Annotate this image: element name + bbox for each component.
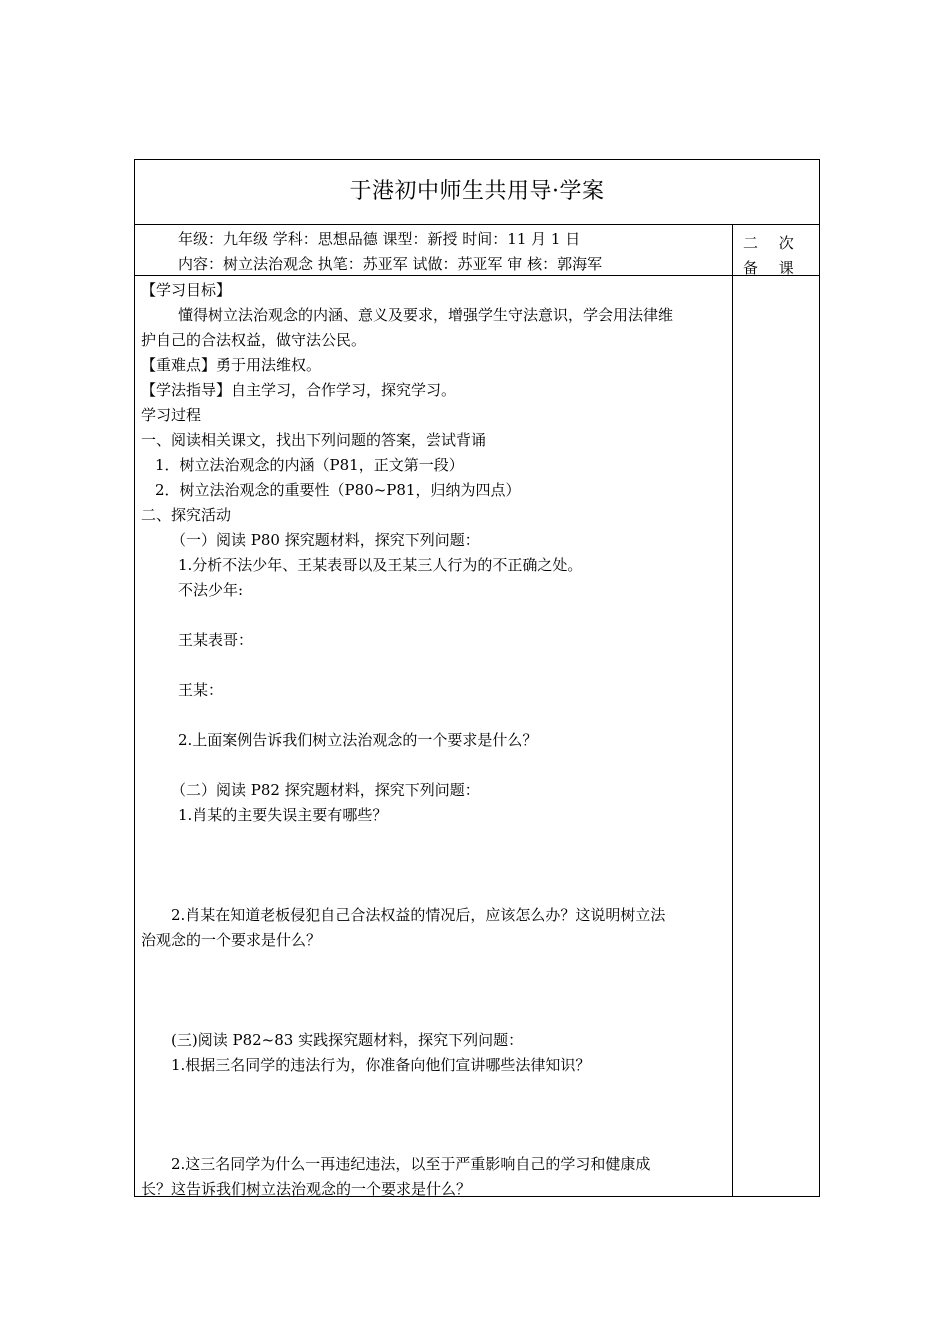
goal-text-1: 懂得树立法治观念的内涵、意义及要求，增强学生守法意识，学会用法律维 (178, 306, 674, 324)
section2-title: （二）阅读 P82 探究题材料，探究下列问题： (171, 781, 480, 799)
header-info-line-1: 年级：九年级 学科：思想品德 课型：新授 时间：11 月 1 日 (178, 230, 581, 248)
section2-question-2-line-1: 2.肖某在知道老板侵犯自己合法权益的情况后，应该怎么办？这说明树立法 (171, 906, 666, 924)
header-divider (135, 275, 819, 276)
section1-answer-label-3: 王某： (178, 681, 224, 699)
part2-heading: 二、探究活动 (141, 506, 232, 524)
section1-title: （一）阅读 P80 探究题材料，探究下列问题： (171, 531, 480, 549)
section1-question-1: 1.分析不法少年、王某表哥以及王某三人行为的不正确之处。 (178, 556, 583, 574)
section3-question-2-line-1: 2.这三名同学为什么一再违纪违法，以至于严重影响自己的学习和健康成 (171, 1155, 651, 1173)
section2-question-2-line-2: 治观念的一个要求是什么？ (141, 931, 322, 949)
process-heading: 学习过程 (141, 406, 202, 424)
key-point: 【重难点】勇于用法维权。 (141, 356, 322, 374)
part1-heading: 一、阅读相关课文，找出下列问题的答案，尝试背诵 (141, 431, 487, 449)
worksheet-table (134, 159, 820, 1197)
section1-answer-label-1: 不法少年: (178, 581, 244, 599)
section3-question-2-line-2: 长？这告诉我们树立法治观念的一个要求是什么？ (141, 1180, 472, 1198)
side-label-line-2: 备 课 (743, 259, 802, 277)
study-method: 【学法指导】自主学习，合作学习，探究学习。 (141, 381, 457, 399)
section3-title: (三)阅读 P82~83 实践探究题材料，探究下列问题： (171, 1031, 524, 1049)
side-column-divider (732, 224, 733, 1196)
side-label-line-1: 二 次 (743, 234, 802, 252)
part1-question-1: 1．树立法治观念的内涵（P81，正文第一段） (155, 456, 464, 474)
header-info-line-2: 内容：树立法治观念 执笔：苏亚军 试做：苏亚军 审 核：郭海军 (178, 255, 603, 273)
section2-question-1: 1.肖某的主要失误主要有哪些？ (178, 806, 388, 824)
goal-heading: 【学习目标】 (141, 281, 232, 299)
goal-text-2: 护自己的合法权益，做守法公民。 (141, 331, 367, 349)
section3-question-1: 1.根据三名同学的违法行为，你准备向他们宣讲哪些法律知识？ (171, 1056, 591, 1074)
title-divider (135, 224, 819, 225)
section1-question-2: 2.上面案例告诉我们树立法治观念的一个要求是什么？ (178, 731, 538, 749)
section1-answer-label-2: 王某表哥： (178, 631, 254, 649)
part1-question-2: 2．树立法治观念的重要性（P80~P81，归纳为四点） (155, 481, 521, 499)
page-title: 于港初中师生共用导·学案 (349, 179, 605, 204)
